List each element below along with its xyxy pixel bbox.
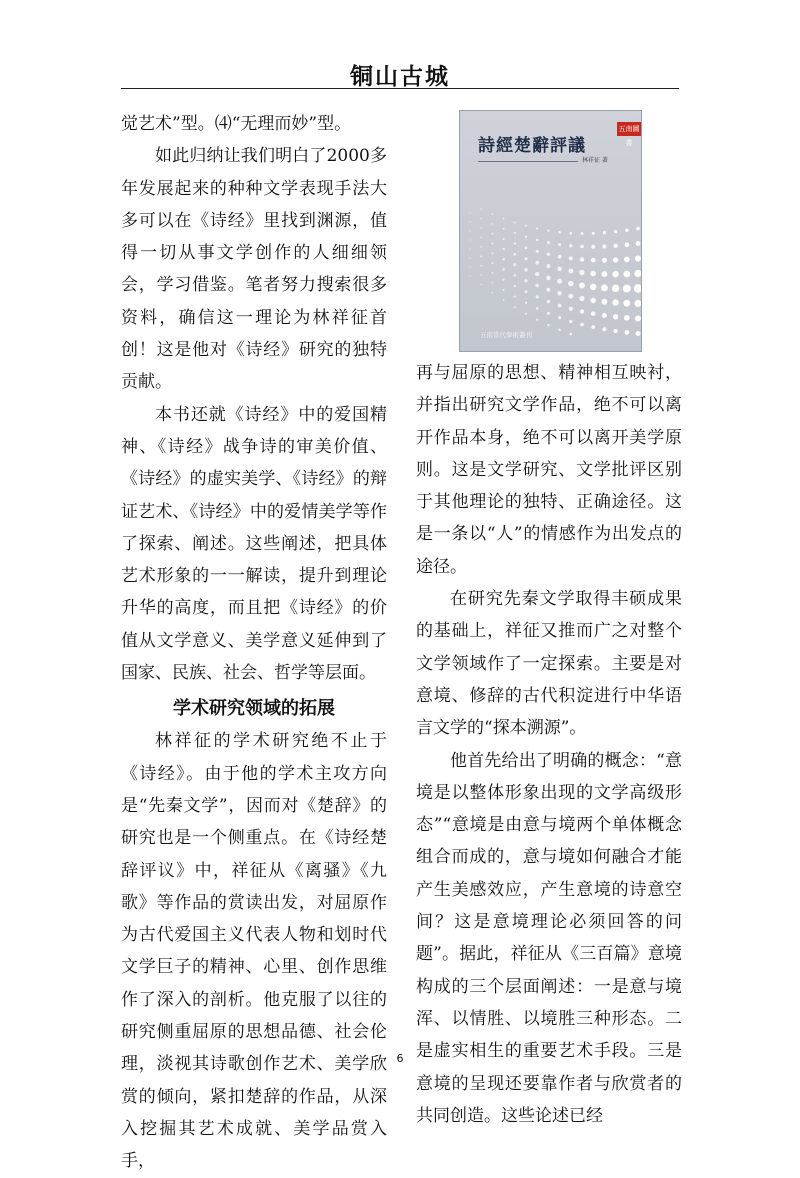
left-text-column [121, 108, 387, 1178]
cover-dot [602, 327, 606, 331]
cover-dot [624, 315, 630, 321]
cover-dot [502, 268, 504, 270]
cover-dot [502, 248, 504, 250]
cover-dot [536, 239, 539, 242]
cover-dot [469, 230, 470, 231]
cover-dot [514, 306, 516, 308]
cover-dot [568, 269, 573, 274]
cover-dot [491, 243, 493, 245]
cover-dot [579, 283, 585, 289]
cover-dot [569, 320, 572, 323]
cover-dot [602, 244, 606, 248]
cover-dot [469, 221, 470, 222]
paragraph: 再与屈原的思想、精神相互映衬，并指出研究文学作品，绝不可以离开作品本身，绝不可以离开美学原则。这是文学研究、文学批评区别于其他理论的独特、正确途径。这是一条以“人”的情感作为出发点的途径。 [416, 363, 682, 577]
cover-dot [568, 281, 574, 287]
cover-dot [635, 316, 641, 322]
cover-dot [525, 236, 527, 238]
cover-dot [613, 257, 618, 262]
cover-dot [602, 258, 607, 263]
cover-dot [492, 223, 494, 225]
cover-dot [623, 271, 630, 278]
cover-dot [481, 209, 482, 210]
header-divider [121, 88, 679, 89]
cover-dot [547, 300, 550, 303]
cover-dot [547, 324, 549, 326]
cover-dot [536, 307, 539, 310]
cover-dot [558, 316, 561, 319]
cover-dot [602, 313, 607, 318]
cover-dot [480, 274, 481, 275]
cover-dot [591, 245, 595, 249]
cover-dot [547, 241, 550, 244]
cover-dot [612, 271, 618, 277]
paragraph: 本书还就《诗经》中的爱国精神、《诗经》战争诗的审美价值、《诗经》的虚实美学、《诗经》的辩证艺术、《诗经》中的爱情美学等作了探索、阐述。这些阐述，把具体艺术形象的一一解读，提升到理论升华的高度，而且把《诗经》的价值从文学意义、美学意义延伸到了国家、民族、社会、哲学等层面。 [121, 404, 387, 684]
cover-dot [513, 263, 516, 266]
cover-dot [569, 307, 573, 311]
right-text-column [416, 357, 682, 1132]
cover-dot [480, 255, 482, 257]
cover-dot [503, 289, 505, 291]
cover-dot [536, 319, 538, 321]
cover-dot [525, 225, 527, 227]
cover-dot [524, 268, 528, 272]
cover-dot [513, 253, 516, 256]
cover-series: 五南當代學術叢刊 [480, 331, 532, 339]
cover-dot [525, 313, 527, 315]
cover-dot [492, 213, 494, 215]
cover-dot [513, 274, 516, 277]
cover-dot [625, 330, 630, 335]
cover-dot [547, 312, 550, 315]
cover-dot [581, 232, 584, 235]
cover-dot [535, 272, 539, 276]
cover-dot [569, 232, 572, 235]
cover-dot [480, 265, 482, 267]
cover-dot [469, 275, 470, 276]
cover-dot [547, 253, 550, 256]
cover-dot [568, 294, 573, 299]
cover-title: 詩經楚辭評議 [478, 136, 586, 156]
cover-dot [502, 258, 505, 261]
paragraph: 林祥征的学术研究绝不止于《诗经》。由于他的学术主攻方向是“先秦文学”，因而对《楚辞》的研究也是一个侧重点。在《诗经楚辞评议》中，祥征从《离骚》《九歌》等作品的赏读出发，对屈原作为古代爱国主义代表人物和划时代文学巨子的精神、心里、创作思维作了深入的剖析。他克服了以往的研究侧重屈原的思想品德、社会伦理，淡视其诗歌创作艺术、美学欣赏的倾向，紧扣楚辞的作品，从深入挖掘其艺术成就、美学品赏入手， [121, 731, 387, 1172]
cover-dot [546, 276, 551, 281]
cover-dot [514, 232, 516, 234]
cover-dot [492, 282, 494, 284]
cover-dot [525, 302, 527, 304]
cover-dot [469, 248, 470, 249]
publisher-badge: 五南圖書 [617, 122, 641, 136]
cover-dot [503, 218, 505, 220]
paragraph: 如此归纳让我们明白了2000多年发展起来的种种文学表现手法大多可以在《诗经》里找到渊源，值得一切从事文学创作的人细细领会，学习借鉴。笔者努力搜索很多资料，确信这一理论为林祥征首创！这是他对《诗经》研究的独特贡献。 [121, 146, 387, 393]
cover-dot [557, 267, 561, 271]
cover-dot [558, 255, 562, 259]
cover-dot [469, 266, 470, 267]
cover-dot [536, 227, 538, 229]
cover-dot [524, 257, 527, 260]
cover-dot [612, 285, 619, 292]
cover-rule [478, 161, 578, 162]
cover-dot [514, 242, 516, 244]
cover-dot [469, 239, 470, 240]
cover-dot [525, 290, 528, 293]
cover-dot [569, 244, 572, 247]
section-heading: 学术研究领域的拓展 [173, 698, 335, 720]
cover-dot [601, 271, 607, 277]
cover-dot [579, 296, 584, 301]
journal-title: 铜山古城 [350, 63, 450, 90]
cover-dot [579, 270, 584, 275]
cover-dot [503, 238, 505, 240]
cover-dot [546, 288, 550, 292]
cover-dot [613, 329, 617, 333]
cover-dot [536, 250, 539, 253]
page-number: 6 [396, 1052, 404, 1065]
paragraph: 在研究先秦文学取得丰硕成果的基础上，祥征又推而广之对整个文学领域作了一定探索。主要是对意境、修辞的古代积淀进行中华语言文学的“探本溯源”。 [416, 589, 682, 739]
cover-dot [480, 246, 482, 248]
cover-dot [503, 299, 505, 301]
cover-dot [601, 284, 608, 291]
cover-dot [591, 311, 596, 316]
cover-dot [469, 212, 470, 213]
cover-dot [635, 256, 641, 262]
cover-dot [634, 300, 641, 307]
cover-dot [525, 246, 528, 249]
cover-dot [535, 284, 539, 288]
paragraph: 他首先给出了明确的概念：“意境是以整体形象出现的文学高级形态”“意境是由意与境两个单体概念组合而成的，意与境如何融合才能产生美感效应，产生意境的诗意空间？这是意境理论必须回答的问题”。据此，祥征从《三百篇》意境构成的三个层面阐述：一是意与境浑、以情胜、以境胜三种形态。二是虚实相生的重要艺术手段。三是意境的呈现还要靠作者与欣赏者的共同创造。这些论述已经 [416, 750, 682, 1126]
cover-dot [634, 284, 642, 292]
cover-dot [480, 227, 482, 229]
cover-dot [580, 245, 584, 249]
cover-dot [636, 331, 641, 336]
cover-dot [636, 241, 641, 246]
cover-dot [480, 237, 482, 239]
cover-dot [558, 243, 561, 246]
cover-dot [491, 252, 493, 254]
cover-author: 林祥征 著 [582, 157, 608, 164]
cover-dot [492, 292, 494, 294]
cover-dot [491, 272, 493, 274]
cover-dot [481, 284, 482, 285]
cover-dot [514, 296, 516, 298]
cover-dot [569, 333, 572, 336]
cover-dot [613, 314, 618, 319]
cover-dot [614, 230, 617, 233]
cover-dot [469, 257, 470, 258]
cover-dot [503, 279, 505, 281]
cover-dot [590, 271, 596, 277]
cover-dot [558, 231, 560, 233]
cover-dot [580, 323, 584, 327]
cover-dot [557, 291, 561, 295]
cover-dot [547, 230, 549, 232]
cover-dot [503, 228, 505, 230]
cover-dot [558, 329, 560, 331]
cover-dot [592, 232, 595, 235]
cover-dot [580, 257, 584, 261]
cover-dot [591, 325, 595, 329]
book-cover-image [459, 110, 642, 352]
cover-dot [636, 227, 640, 231]
cover-dot [514, 221, 516, 223]
cover-dot [535, 261, 539, 265]
cover-dot [625, 228, 628, 231]
cover-dot [558, 304, 562, 308]
cover-dot [480, 218, 481, 219]
cover-dot [634, 270, 641, 277]
cover-dot [612, 299, 618, 305]
cover-dot [491, 262, 493, 264]
cover-dot [524, 279, 527, 282]
cover-dot [601, 299, 607, 305]
cover-dot [623, 285, 631, 293]
cover-dot [580, 309, 584, 313]
paragraph: 觉艺术”型。⑷“无理而妙”型。 [121, 114, 352, 134]
cover-dot [557, 279, 562, 284]
cover-dot [590, 298, 596, 304]
cover-dot [624, 257, 630, 263]
cover-dot [536, 295, 539, 298]
cover-dot [613, 244, 617, 248]
cover-dot [623, 300, 630, 307]
cover-dot [590, 284, 596, 290]
cover-dot [569, 256, 573, 260]
cover-dot [491, 233, 493, 235]
cover-dot [591, 258, 596, 263]
cover-dot [546, 264, 550, 268]
cover-dot [625, 243, 630, 248]
cover-dot [603, 231, 606, 234]
cover-dot [514, 285, 516, 287]
